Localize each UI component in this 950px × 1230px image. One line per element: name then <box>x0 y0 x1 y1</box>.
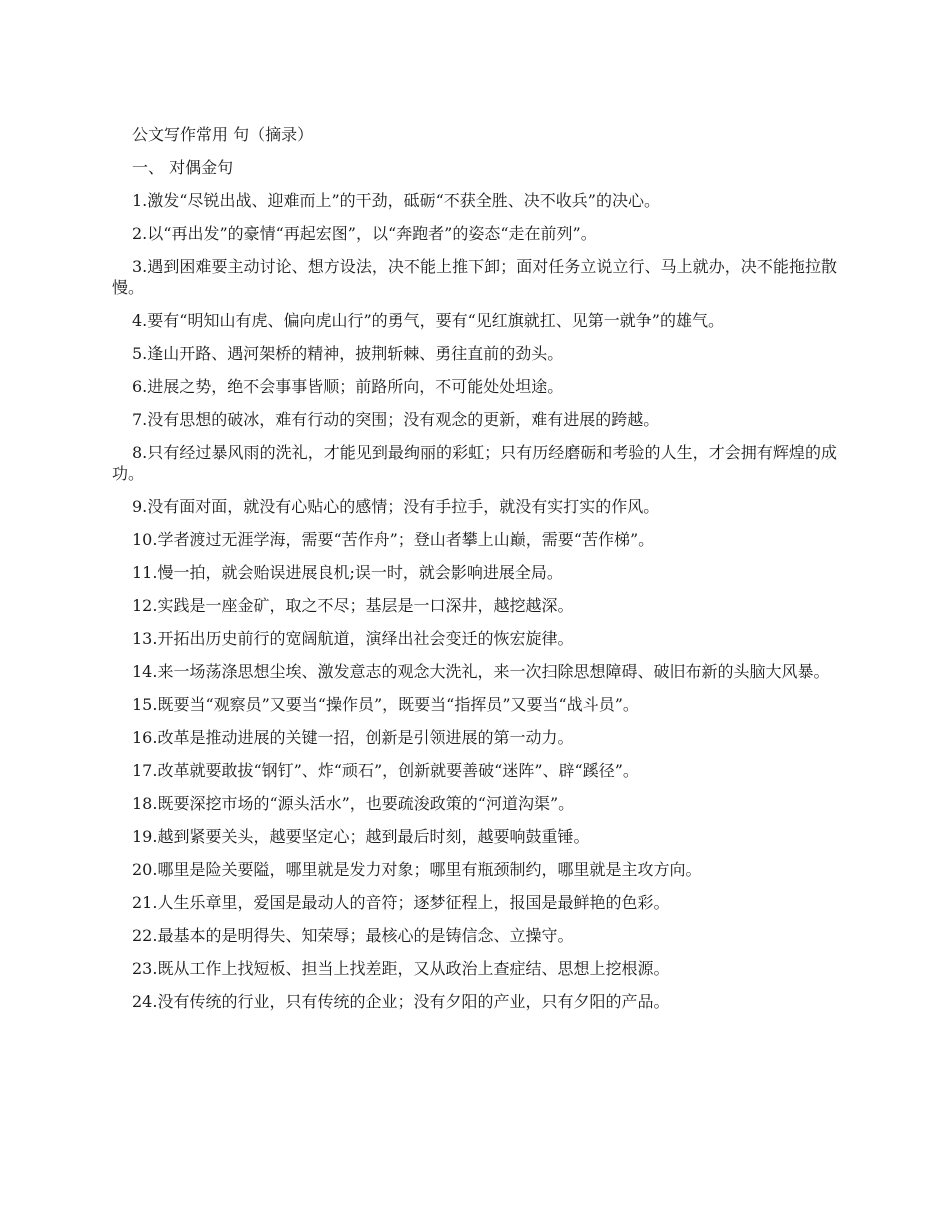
list-item: 15.既要当“观察员”又要当“操作员”，既要当“指挥员”又要当“战斗员”。 <box>132 695 639 714</box>
list-item: 21.人生乐章里，爱国是最动人的音符；逐梦征程上，报国是最鲜艳的色彩。 <box>132 893 670 912</box>
list-item: 2.以“再出发”的豪情“再起宏图”，以“奔跑者”的姿态“走在前列”。 <box>132 224 597 243</box>
document-title: 公文写作常用 句（摘录） <box>132 125 314 144</box>
list-item: 24.没有传统的行业，只有传统的企业；没有夕阳的产业，只有夕阳的产品。 <box>132 992 670 1011</box>
document-body <box>112 124 837 1012</box>
list-item: 9.没有面对面，就没有心贴心的感情；没有手拉手，就没有实打实的作风。 <box>132 497 660 516</box>
list-item: 14.来一场荡涤思想尘埃、激发意志的观念大洗礼，来一次扫除思想障碍、破旧布新的头脑大风暴。 <box>132 662 830 681</box>
list-item: 10.学者渡过无涯学海，需要“苦作舟”；登山者攀上山巅，需要“苦作梯”。 <box>132 530 655 549</box>
list-item: 18.既要深挖市场的“源头活水”，也要疏浚政策的“河道沟渠”。 <box>132 794 575 813</box>
list-item: 4.要有“明知山有虎、偏向虎山行”的勇气，要有“见红旗就扛、见第一就争”的雄气。 <box>132 311 724 330</box>
list-item: 1.激发“尽锐出战、迎难而上”的干劲，砥砺“不获全胜、决不收兵”的决心。 <box>132 191 660 210</box>
section-heading: 一、 对偶金句 <box>132 158 234 177</box>
list-item: 7.没有思想的破冰，难有行动的突围；没有观念的更新，难有进展的跨越。 <box>132 410 660 429</box>
list-item: 11.慢一拍，就会贻误进展良机;误一时，就会影响进展全局。 <box>132 563 563 582</box>
list-item: 5.逢山开路、遇河架桥的精神，披荆斩棘、勇往直前的劲头。 <box>132 344 564 363</box>
list-item: 12.实践是一座金矿，取之不尽；基层是一口深井，越挖越深。 <box>132 596 574 615</box>
list-item: 19.越到紧要关头，越要坚定心；越到最后时刻，越要响鼓重锤。 <box>132 827 590 846</box>
list-item: 8.只有经过暴风雨的洗礼，才能见到最绚丽的彩虹；只有历经磨砺和考验的人生，才会拥有辉煌的成功。 <box>112 443 837 483</box>
list-item: 13.开拓出历史前行的宽阔航道，演绎出社会变迁的恢宏旋律。 <box>132 629 574 648</box>
list-item: 16.改革是推动进展的关键一招，创新是引领进展的第一动力。 <box>132 728 574 747</box>
list-item: 23.既从工作上找短板、担当上找差距，又从政治上查症结、思想上挖根源。 <box>132 959 670 978</box>
list-item: 17.改革就要敢拔“钢钉”、炸“顽石”，创新就要善破“迷阵”、辟“蹊径”。 <box>132 761 639 780</box>
list-item: 6.进展之势，绝不会事事皆顺；前路所向，不可能处处坦途。 <box>132 377 564 396</box>
list-item: 3.遇到困难要主动讨论、想方设法，决不能上推下卸；面对任务立说立行、马上就办，决不能拖拉散慢。 <box>112 257 837 297</box>
list-item: 22.最基本的是明得失、知荣辱；最核心的是铸信念、立操守。 <box>132 926 574 945</box>
list-item: 20.哪里是险关要隘，哪里就是发力对象；哪里有瓶颈制约，哪里就是主攻方向。 <box>132 860 702 879</box>
